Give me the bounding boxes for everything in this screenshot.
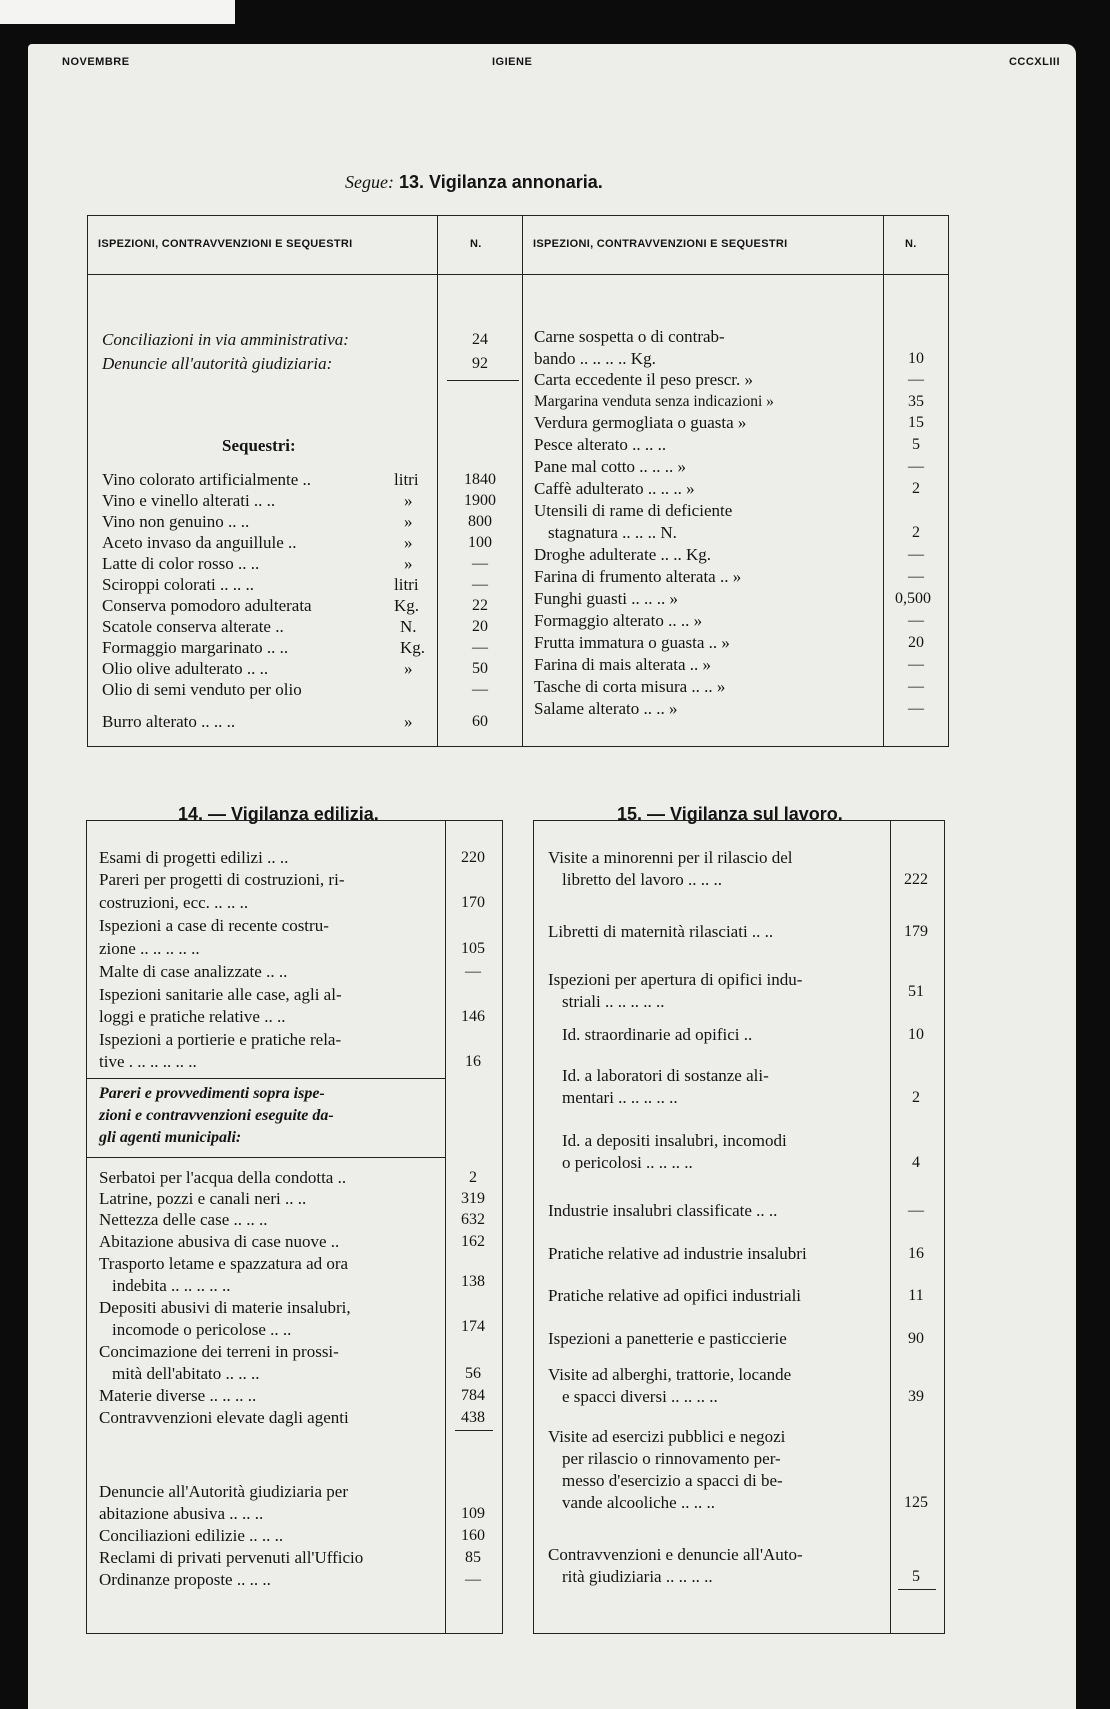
unit-label: »	[404, 491, 413, 510]
unit-label: Kg.	[394, 596, 420, 615]
list-item: Nettezza delle case .. .. ..	[99, 1210, 268, 1229]
list-item: Burro alterato .. .. ..	[102, 712, 236, 731]
cell-number: 24	[472, 331, 488, 348]
italic-heading: zioni e contravvenzioni eseguite da-	[99, 1107, 334, 1124]
cell-number: 39	[908, 1388, 924, 1405]
list-item: incomode o pericolose .. ..	[112, 1320, 292, 1339]
list-item: Abitazione abusiva di case nuove ..	[99, 1232, 340, 1251]
list-item: per rilascio o rinnovamento per-	[562, 1449, 781, 1468]
list-item: Ispezioni a case di recente costru-	[99, 916, 329, 935]
list-item: Visite a minorenni per il rilascio del	[548, 848, 793, 867]
cell-number: —	[908, 678, 924, 695]
list-item: Formaggio alterato .. .. »	[534, 611, 703, 630]
list-item: Conciliazioni in via amministrativa:	[102, 330, 349, 349]
list-item: Sciroppi colorati .. .. ..	[102, 575, 255, 594]
list-item: Visite ad esercizi pubblici e negozi	[548, 1427, 786, 1446]
cell-number: 438	[461, 1409, 485, 1426]
list-item: striali .. .. .. .. ..	[562, 992, 665, 1011]
list-item: Conciliazioni edilizie .. .. ..	[99, 1526, 284, 1545]
list-item: Carne sospetta o di contrab-	[534, 327, 725, 346]
list-item: Formaggio margarinato .. ..	[102, 638, 289, 657]
section13-title	[345, 172, 603, 193]
cell-number: —	[908, 656, 924, 673]
table13-divider	[522, 215, 523, 747]
cell-number: 632	[461, 1211, 485, 1228]
table14-rule	[86, 1157, 446, 1158]
cell-number: 16	[465, 1053, 481, 1070]
section15-title: 15. — Vigilanza sul lavoro.	[617, 804, 843, 824]
cell-number: 5	[912, 1568, 920, 1585]
table13-divider	[883, 215, 884, 747]
cell-number: 5	[912, 436, 920, 453]
cell-number: 1840	[464, 471, 496, 488]
cell-number: 22	[472, 597, 488, 614]
cell-number: —	[465, 1571, 481, 1588]
list-item: Contravvenzioni elevate dagli agenti	[99, 1408, 349, 1427]
unit-label: »	[404, 659, 413, 678]
list-item: Caffè adulterato .. .. .. »	[534, 479, 695, 498]
sequestri-heading: Sequestri:	[222, 436, 296, 455]
cell-number: 146	[461, 1008, 485, 1025]
list-item: Verdura germogliata o guasta »	[534, 413, 747, 432]
table13-left-header: ISPEZIONI, CONTRAVVENZIONI E SEQUESTRI	[98, 238, 353, 250]
cell-number: —	[908, 371, 924, 388]
cell-number: 85	[465, 1549, 481, 1566]
list-item: Latrine, pozzi e canali neri .. ..	[99, 1189, 307, 1208]
table13-divider	[437, 215, 438, 747]
unit-label: »	[404, 712, 413, 731]
list-item: Aceto invaso da anguillule ..	[102, 533, 297, 552]
list-item: Conserva pomodoro adulterata	[102, 596, 312, 615]
cell-number: 51	[908, 983, 924, 1000]
list-item: mentari .. .. .. .. ..	[562, 1088, 678, 1107]
cell-number: 2	[912, 480, 920, 497]
list-item: Malte di case analizzate .. ..	[99, 962, 288, 981]
cell-number: 319	[461, 1190, 485, 1207]
list-item: Scatole conserva alterate ..	[102, 617, 284, 636]
list-item: libretto del lavoro .. .. ..	[562, 870, 723, 889]
cell-number: 138	[461, 1273, 485, 1290]
unit-label: »	[404, 512, 413, 531]
list-item: Ordinanze proposte .. .. ..	[99, 1570, 271, 1589]
cell-number: —	[472, 681, 488, 698]
cell-number: 90	[908, 1330, 924, 1347]
list-item: Esami di progetti edilizi .. ..	[99, 848, 289, 867]
cell-number: 125	[904, 1494, 928, 1511]
cell-number: 162	[461, 1233, 485, 1250]
list-item: loggi e pratiche relative .. ..	[99, 1007, 286, 1026]
list-item: Carta eccedente il peso prescr. »	[534, 370, 754, 389]
list-item: zione .. .. .. .. ..	[99, 939, 200, 958]
unit-label: N.	[400, 617, 417, 636]
section13-prefix: Segue:	[345, 172, 394, 192]
cell-number: 105	[461, 940, 485, 957]
list-item: Ispezioni a portierie e pratiche rela-	[99, 1030, 342, 1049]
list-item: rità giudiziaria .. .. .. ..	[562, 1567, 713, 1586]
cell-number: —	[908, 612, 924, 629]
cell-number: 2	[912, 524, 920, 541]
unit-label: litri	[394, 470, 419, 489]
table13-header-rule	[87, 274, 949, 275]
cell-number: —	[472, 555, 488, 572]
cell-number: 50	[472, 660, 488, 677]
list-item: Olio olive adulterato .. ..	[102, 659, 269, 678]
cell-number: 100	[468, 534, 492, 551]
list-item: Pane mal cotto .. .. .. »	[534, 457, 687, 476]
list-item: Salame alterato .. .. »	[534, 699, 678, 718]
italic-heading: Pareri e provvedimenti sopra ispe-	[99, 1085, 325, 1102]
cell-number: 2	[469, 1169, 477, 1186]
header-section: IGIENE	[492, 56, 533, 68]
list-item: tive . .. .. .. .. ..	[99, 1052, 197, 1071]
cell-number: —	[472, 639, 488, 656]
list-item: messo d'esercizio a spacci di be-	[562, 1471, 783, 1490]
list-item: Latte di color rosso .. ..	[102, 554, 260, 573]
list-item: Pratiche relative ad industrie insalubri	[548, 1244, 807, 1263]
list-item: Visite ad alberghi, trattorie, locande	[548, 1365, 792, 1384]
list-item: abitazione abusiva .. .. ..	[99, 1504, 264, 1523]
cell-number: 10	[908, 350, 924, 367]
list-item: Pesce alterato .. .. ..	[534, 435, 667, 454]
cell-number: —	[908, 458, 924, 475]
list-item: Concimazione dei terreni in prossi-	[99, 1342, 339, 1361]
list-item: Trasporto letame e spazzatura ad ora	[99, 1254, 349, 1273]
table14-rule	[86, 1078, 446, 1079]
cell-number: 4	[912, 1154, 920, 1171]
cell-number: —	[908, 546, 924, 563]
unit-label: »	[404, 554, 413, 573]
cell-number: —	[472, 576, 488, 593]
scan-corner	[0, 0, 235, 24]
list-item: Margarina venduta senza indicazioni »	[534, 393, 774, 410]
table13-left-n-header: N.	[470, 238, 482, 250]
list-item: Tasche di corta misura .. .. »	[534, 677, 726, 696]
table13-right-n-header: N.	[905, 238, 917, 250]
list-item: Industrie insalubri classificate .. ..	[548, 1201, 778, 1220]
cell-number: 220	[461, 849, 485, 866]
list-item: Denuncie all'autorità giudiziaria:	[102, 354, 333, 373]
list-item: Depositi abusivi di materie insalubri,	[99, 1298, 351, 1317]
list-item: Libretti di maternità rilasciati .. ..	[548, 922, 774, 941]
total-rule	[455, 1430, 493, 1431]
header-page-number: CCCXLIII	[1008, 56, 1060, 68]
cell-number: —	[908, 1202, 924, 1219]
total-rule	[898, 1589, 936, 1590]
cell-number: —	[908, 568, 924, 585]
cell-number: 11	[908, 1287, 924, 1304]
unit-label: »	[404, 533, 413, 552]
list-item: Frutta immatura o guasta .. »	[534, 633, 730, 652]
cell-number: 784	[461, 1387, 485, 1404]
unit-label: Kg.	[400, 638, 426, 657]
list-item: Funghi guasti .. .. .. »	[534, 589, 679, 608]
cell-number: 15	[908, 414, 924, 431]
cell-number: 56	[465, 1365, 481, 1382]
cell-number: 35	[908, 393, 924, 410]
list-item: Ispezioni per apertura di opifici indu-	[548, 970, 803, 989]
cell-number: 800	[468, 513, 492, 530]
list-item: Vino e vinello alterati .. ..	[102, 491, 276, 510]
cell-number: 20	[908, 634, 924, 651]
list-item: bando .. .. .. .. Kg.	[534, 349, 656, 368]
cell-number: 92	[472, 355, 488, 372]
cell-number: 16	[908, 1245, 924, 1262]
cell-number: —	[465, 963, 481, 980]
cell-number: 0,500	[895, 590, 931, 607]
cell-number: 2	[912, 1089, 920, 1106]
list-item: Materie diverse .. .. .. ..	[99, 1386, 257, 1405]
list-item: Droghe adulterate .. .. Kg.	[534, 545, 712, 564]
cell-number: 174	[461, 1318, 485, 1335]
list-item: mità dell'abitato .. .. ..	[112, 1364, 260, 1383]
list-item: indebita .. .. .. .. ..	[112, 1276, 231, 1295]
list-item: Contravvenzioni e denuncie all'Auto-	[548, 1545, 803, 1564]
cell-number: 179	[904, 923, 928, 940]
table13-right-header: ISPEZIONI, CONTRAVVENZIONI E SEQUESTRI	[533, 238, 788, 250]
list-item: Id. straordinarie ad opifici ..	[562, 1025, 753, 1044]
list-item: Id. a depositi insalubri, incomodi	[562, 1131, 787, 1150]
list-item: Vino non genuino .. ..	[102, 512, 250, 531]
list-item: Vino colorato artificialmente ..	[102, 470, 312, 489]
cell-number: —	[908, 700, 924, 717]
list-item: Pareri per progetti di costruzioni, ri-	[99, 870, 345, 889]
list-item: Ispezioni sanitarie alle case, agli al-	[99, 985, 342, 1004]
section14-title: 14. — Vigilanza edilizia.	[178, 804, 379, 824]
header-month: NOVEMBRE	[62, 56, 130, 68]
table15-divider	[890, 820, 891, 1634]
list-item: Denuncie all'Autorità giudiziaria per	[99, 1482, 348, 1501]
italic-heading: gli agenti municipali:	[99, 1129, 242, 1146]
list-item: stagnatura .. .. .. N.	[548, 523, 677, 542]
list-item: Pratiche relative ad opifici industriali	[548, 1286, 802, 1305]
cell-number: 170	[461, 894, 485, 911]
cell-number: 222	[904, 871, 928, 888]
cell-number: 1900	[464, 492, 496, 509]
cell-number: 60	[472, 713, 488, 730]
cell-number: 20	[472, 618, 488, 635]
cell-number: 109	[461, 1505, 485, 1522]
list-item: costruzioni, ecc. .. .. ..	[99, 893, 249, 912]
table14-divider	[445, 820, 446, 1634]
list-item: o pericolosi .. .. .. ..	[562, 1153, 693, 1172]
list-item: vande alcooliche .. .. ..	[562, 1493, 715, 1512]
list-item: Ispezioni a panetterie e pasticcierie	[548, 1329, 787, 1348]
list-item: Farina di mais alterata .. »	[534, 655, 712, 674]
list-item: Utensili di rame di deficiente	[534, 501, 733, 520]
list-item: Reclami di privati pervenuti all'Ufficio	[99, 1548, 364, 1567]
list-item: e spacci diversi .. .. .. ..	[562, 1387, 718, 1406]
list-item: Serbatoi per l'acqua della condotta ..	[99, 1168, 347, 1187]
section13-title-text: 13. Vigilanza annonaria.	[399, 172, 603, 192]
list-item: Farina di frumento alterata .. »	[534, 567, 742, 586]
cell-number: 160	[461, 1527, 485, 1544]
list-item: Id. a laboratori di sostanze ali-	[562, 1066, 769, 1085]
cell-number: 10	[908, 1026, 924, 1043]
unit-label: litri	[394, 575, 419, 594]
subtotal-rule	[447, 380, 519, 381]
list-item: Olio di semi venduto per olio	[102, 680, 302, 699]
